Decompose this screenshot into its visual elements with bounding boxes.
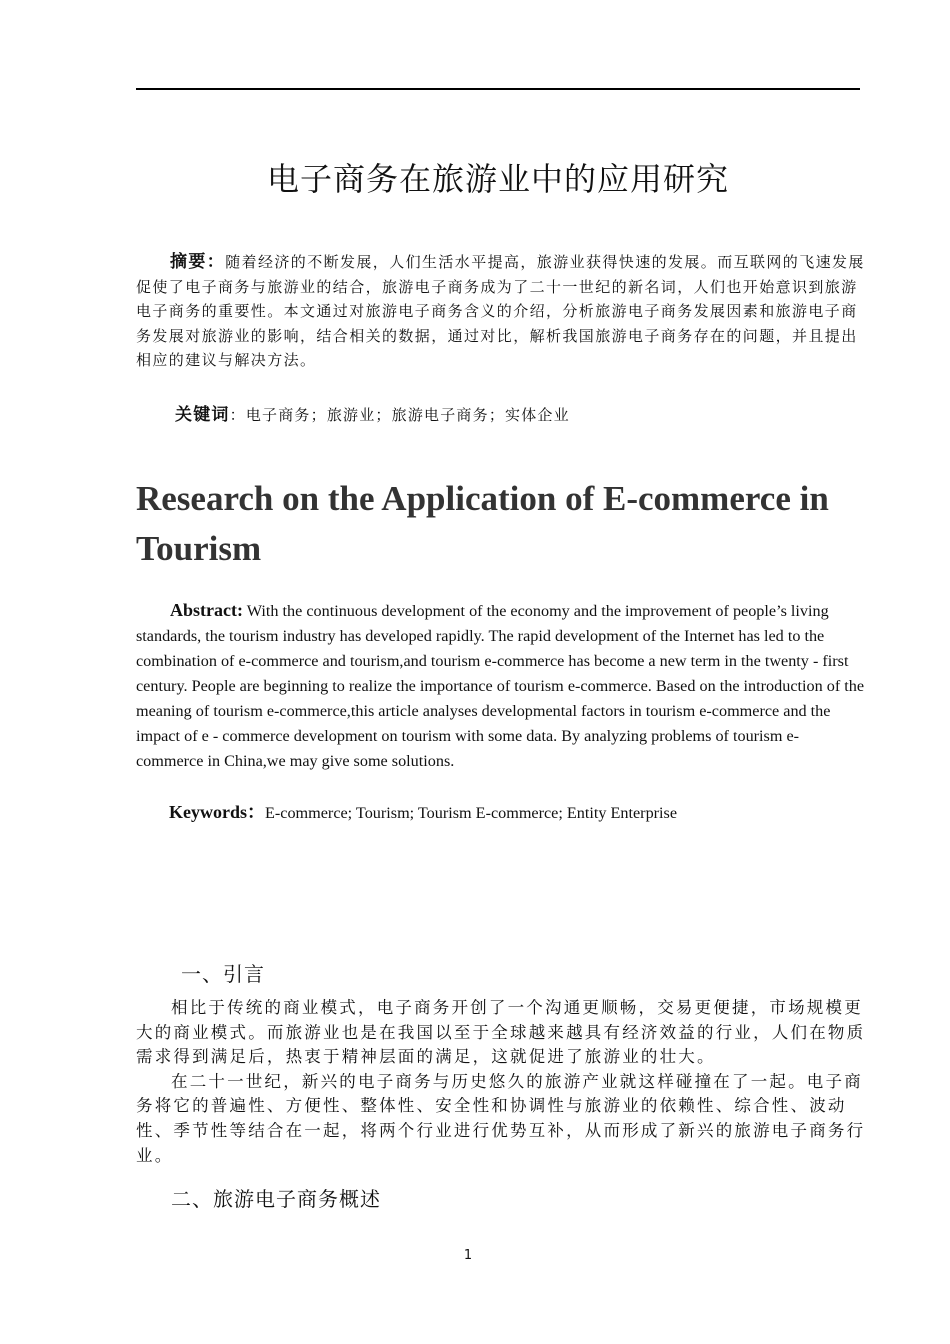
english-keywords-label: Keywords： xyxy=(169,802,265,822)
english-keywords xyxy=(169,798,677,824)
introduction-paragraph: 相比于传统的商业模式，电子商务开创了一个沟通更顺畅，交易更便捷，市场规模更大的商业模式。而旅游业也是在我国以至于全球越来越具有经济效益的行业，人们在物质需求得到满足后，热衷于精神层面的满足，这就促进了旅游业的壮大。 xyxy=(136,998,866,1067)
chinese-keywords xyxy=(175,400,570,425)
english-title: Research on the Application of E-commerce in Tourism xyxy=(136,479,829,568)
section-heading-introduction: 一、引言 xyxy=(181,962,265,986)
english-keywords-text: E-commerce; Tourism; Tourism E-commerce; Entity Enterprise xyxy=(265,804,678,822)
chinese-abstract-text: 随着经济的不断发展，人们生活水平提高，旅游业获得快速的发展。而互联网的飞速发展促使了电子商务与旅游业的结合，旅游电子商务成为了二十一世纪的新名词，人们也开始意识到旅游电子商务的重要性。本文通过对旅游电子商务含义的介绍，分析旅游电子商务发展因素和旅游电子商务发展对旅游业的影响，结合相关的数据，通过对比，解析我国旅游电子商务存在的问题，并且提出相应的建议与解决方法。 xyxy=(136,253,865,369)
chinese-keywords-label: 关键词 xyxy=(175,405,230,425)
chinese-abstract-label: 摘要： xyxy=(170,252,226,272)
introduction-paragraph: 在二十一世纪，新兴的电子商务与历史悠久的旅游产业就这样碰撞在了一起。电子商务将它的普遍性、方便性、整体性、安全性和协调性与旅游业的依赖性、综合性、波动性、季节性等结合在一起，将两个行业进行优势互补，从而形成了新兴的旅游电子商务行业。 xyxy=(136,1071,866,1165)
english-abstract xyxy=(136,598,866,774)
english-abstract-text: With the continuous development of the economy and the improvement of people’s living standards, the tourism industry has developed rapidly. The rapid development of the Internet has led to the combination of e-commerce and tourism,and tourism e-commerce has become a new term in the twenty - first century. People are beginning to realize the importance of tourism e-commerce. Based on the introduction of the meaning of tourism e-commerce,this article analyses developmental factors in tourism e-commerce and the impact of e - commerce development on tourism with some data. By analyzing problems of tourism e-commerce in China,we may give some solutions. xyxy=(136,602,865,770)
chinese-keywords-text: 电子商务；旅游业；旅游电子商务；实体企业 xyxy=(245,406,570,424)
page-number: 1 xyxy=(463,1248,473,1263)
english-abstract-label: Abstract: xyxy=(170,600,243,620)
chinese-keywords-separator: ： xyxy=(229,406,246,424)
section-heading-overview: 二、旅游电子商务概述 xyxy=(171,1187,381,1211)
chinese-abstract xyxy=(136,250,866,373)
header-rule xyxy=(136,88,860,90)
introduction-body xyxy=(136,996,866,1168)
chinese-title: 电子商务在旅游业中的应用研究 xyxy=(266,160,729,198)
